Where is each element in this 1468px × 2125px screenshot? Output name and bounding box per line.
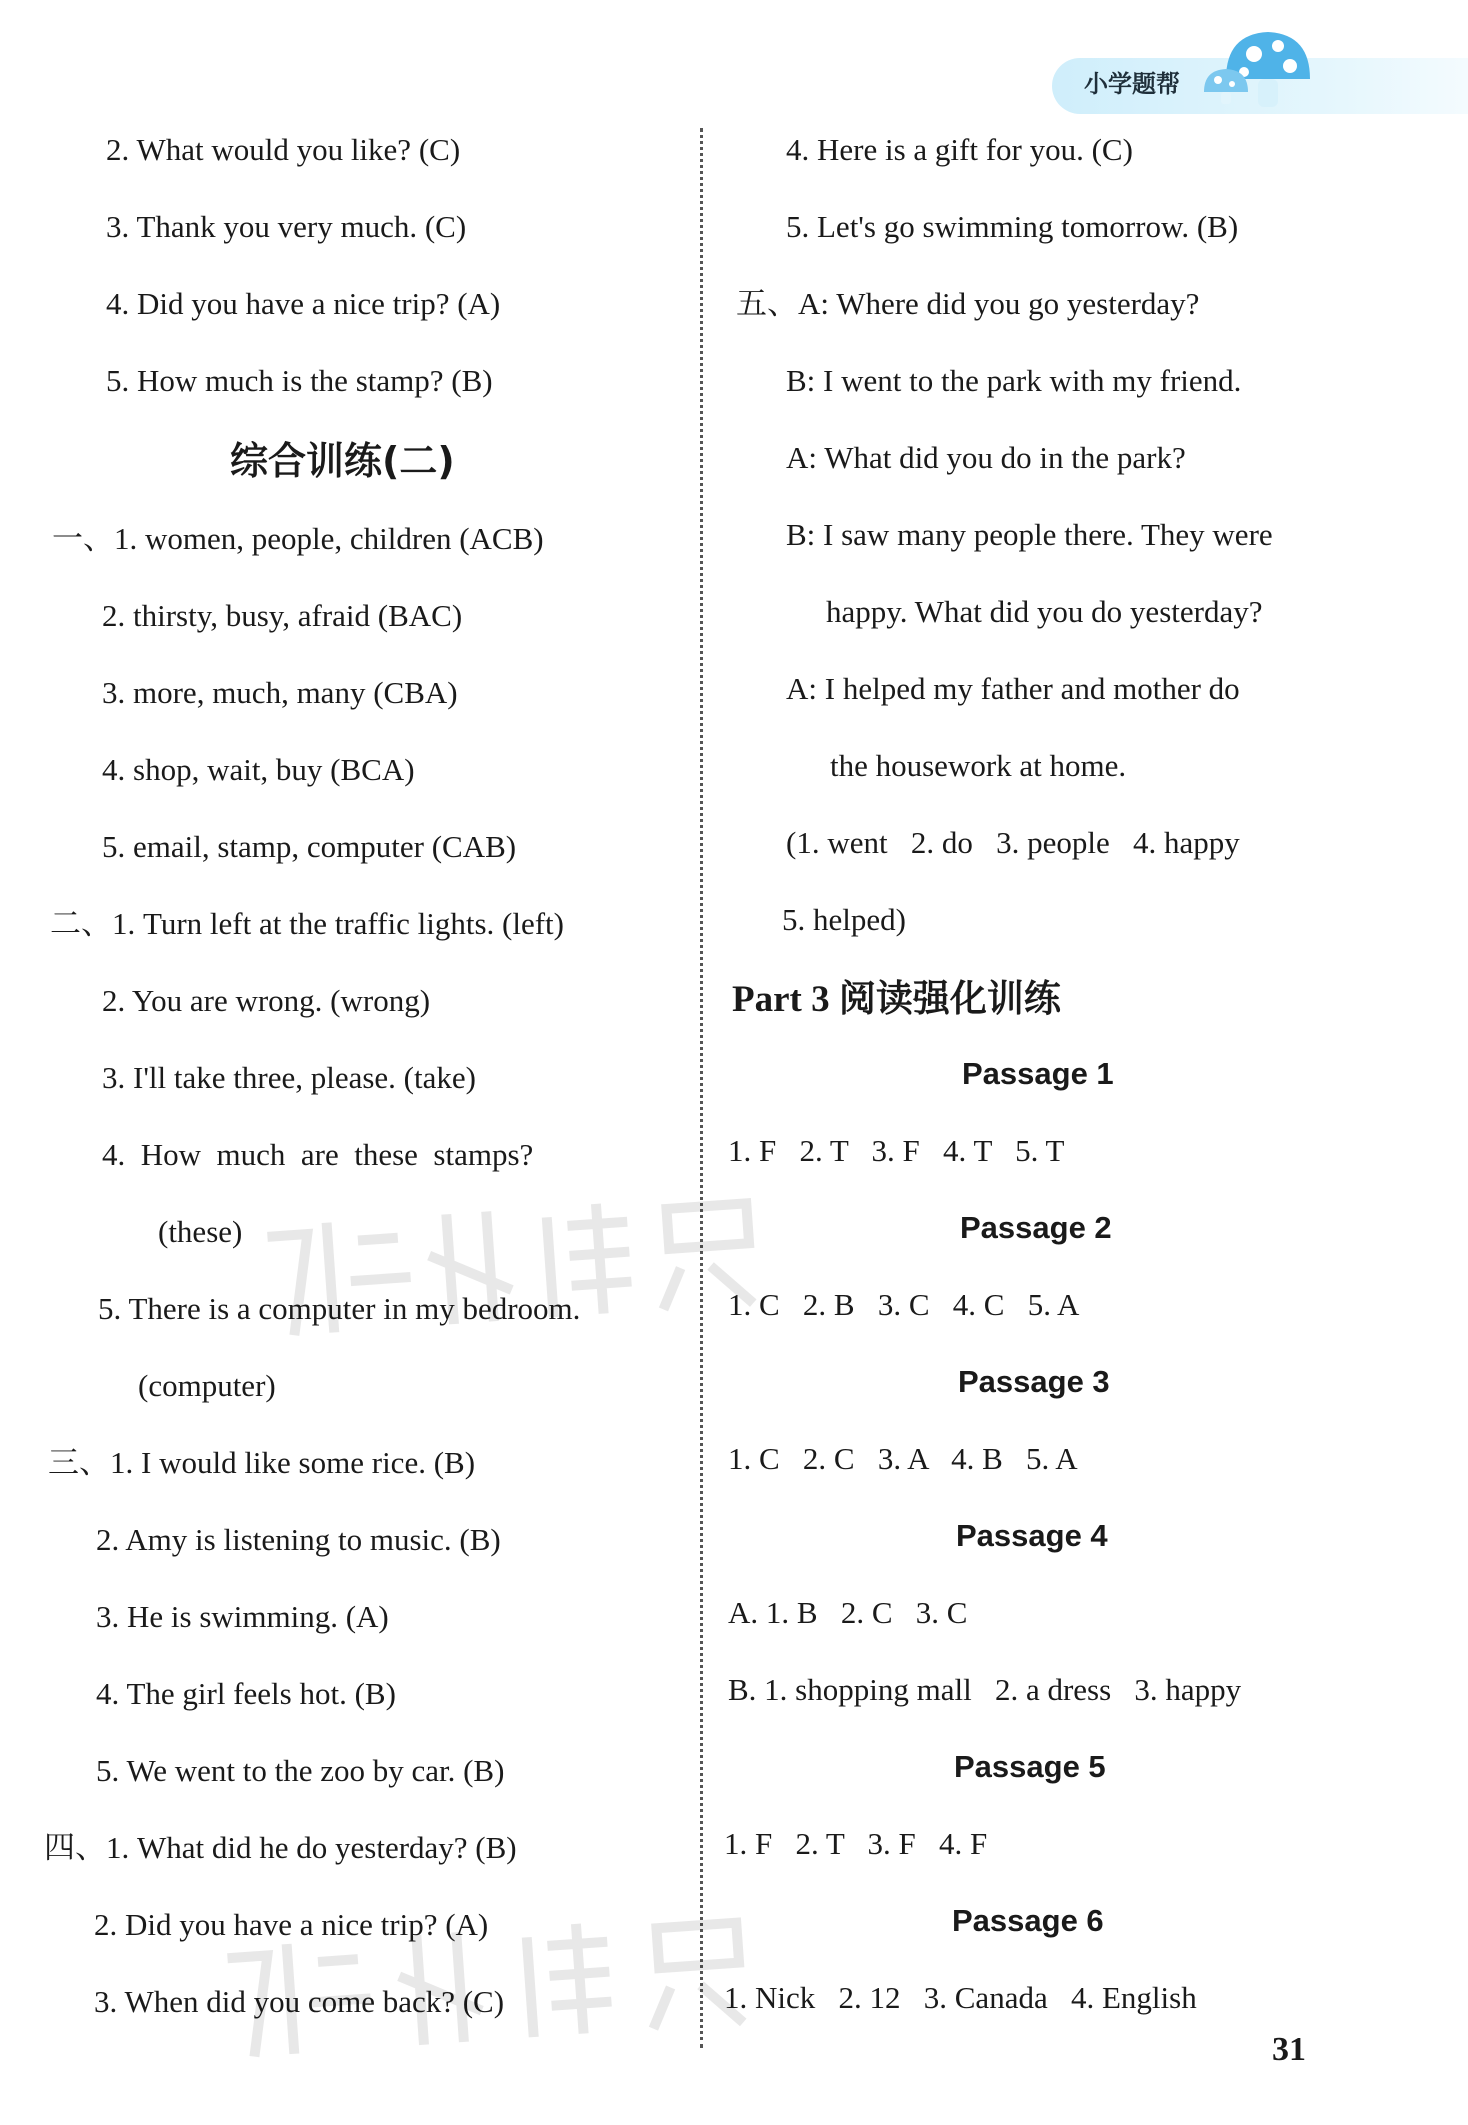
answer-line: 3. When did you come back? (C) <box>94 1984 505 2019</box>
answer-line: 5. How much is the stamp? (B) <box>106 363 493 398</box>
brand-label: 小学题帮 <box>1084 70 1180 98</box>
answer-line: (these) <box>158 1214 243 1249</box>
part-heading <box>732 976 1061 1023</box>
part-title: 阅读强化训练 <box>838 977 1061 1020</box>
page-number: 31 <box>1272 2031 1306 2068</box>
answer-line: 5. Let's go swimming tomorrow. (B) <box>786 209 1239 244</box>
answer-line: 三、1. I would like some rice. (B) <box>48 1445 476 1480</box>
answer-line: 1. F 2. T 3. F 4. T 5. T <box>728 1133 1065 1168</box>
answer-line: 3. I'll take three, please. (take) <box>102 1060 476 1095</box>
answer-line: 5. We went to the zoo by car. (B) <box>96 1753 505 1788</box>
answer-line: 4. Did you have a nice trip? (A) <box>106 286 501 321</box>
passage-heading: Passage 5 <box>954 1749 1106 1784</box>
answer-line: 1. C 2. C 3. A 4. B 5. A <box>728 1441 1078 1476</box>
answer-line: 3. Thank you very much. (C) <box>106 209 467 244</box>
answer-line: 3. more, much, many (CBA) <box>102 675 458 710</box>
answer-line: (1. went 2. do 3. people 4. happy <box>786 825 1240 860</box>
answer-line: 2. You are wrong. (wrong) <box>102 983 431 1018</box>
watermark-graphic <box>245 1172 774 1358</box>
passage-heading: Passage 4 <box>956 1518 1108 1553</box>
answer-line: 2. What would you like? (C) <box>106 132 461 167</box>
answer-line: 五、A: Where did you go yesterday? <box>736 286 1200 321</box>
answer-line: 2. Did you have a nice trip? (A) <box>94 1907 489 1942</box>
answer-line: the housework at home. <box>830 748 1127 783</box>
passage-heading: Passage 2 <box>960 1210 1112 1245</box>
answer-line: 4. How much are these stamps? <box>102 1137 534 1172</box>
section-heading: 综合训练(二) <box>230 439 455 483</box>
answer-line: 5. There is a computer in my bedroom. <box>98 1291 581 1326</box>
answer-line: 4. Here is a gift for you. (C) <box>786 132 1133 167</box>
answer-line: A: What did you do in the park? <box>786 440 1186 475</box>
small-mushroom-icon <box>1200 66 1252 106</box>
answer-line: 2. Amy is listening to music. (B) <box>96 1522 501 1557</box>
answer-line: (computer) <box>138 1368 276 1403</box>
answer-line: 二、1. Turn left at the traffic lights. (left) <box>50 906 564 941</box>
answer-line: 1. F 2. T 3. F 4. F <box>724 1826 988 1861</box>
passage-heading: Passage 1 <box>962 1056 1114 1091</box>
passage-heading: Passage 6 <box>952 1903 1104 1938</box>
answer-line: 5. email, stamp, computer (CAB) <box>102 829 517 864</box>
answer-line: B: I saw many people there. They were <box>786 517 1273 552</box>
answer-line: 4. The girl feels hot. (B) <box>96 1676 396 1711</box>
answer-line: 四、1. What did he do yesterday? (B) <box>44 1830 517 1865</box>
answer-line: 2. thirsty, busy, afraid (BAC) <box>102 598 463 633</box>
answer-line: A. 1. B 2. C 3. C <box>728 1595 968 1630</box>
passage-heading: Passage 3 <box>958 1364 1110 1399</box>
answer-line: B: I went to the park with my friend. <box>786 363 1242 398</box>
answer-line: B. 1. shopping mall 2. a dress 3. happy <box>728 1672 1242 1707</box>
answer-line: A: I helped my father and mother do <box>786 671 1240 706</box>
answer-line: 一、1. women, people, children (ACB) <box>52 521 544 556</box>
answer-line: 1. Nick 2. 12 3. Canada 4. English <box>724 1980 1197 2015</box>
part-number: Part 3 <box>732 979 830 1020</box>
answer-line: 5. helped) <box>782 902 906 937</box>
answer-line: 1. C 2. B 3. C 4. C 5. A <box>728 1287 1080 1322</box>
answer-line: happy. What did you do yesterday? <box>826 594 1263 629</box>
answer-line: 4. shop, wait, buy (BCA) <box>102 752 415 787</box>
column-divider <box>700 128 703 2048</box>
answer-line: 3. He is swimming. (A) <box>96 1599 389 1634</box>
